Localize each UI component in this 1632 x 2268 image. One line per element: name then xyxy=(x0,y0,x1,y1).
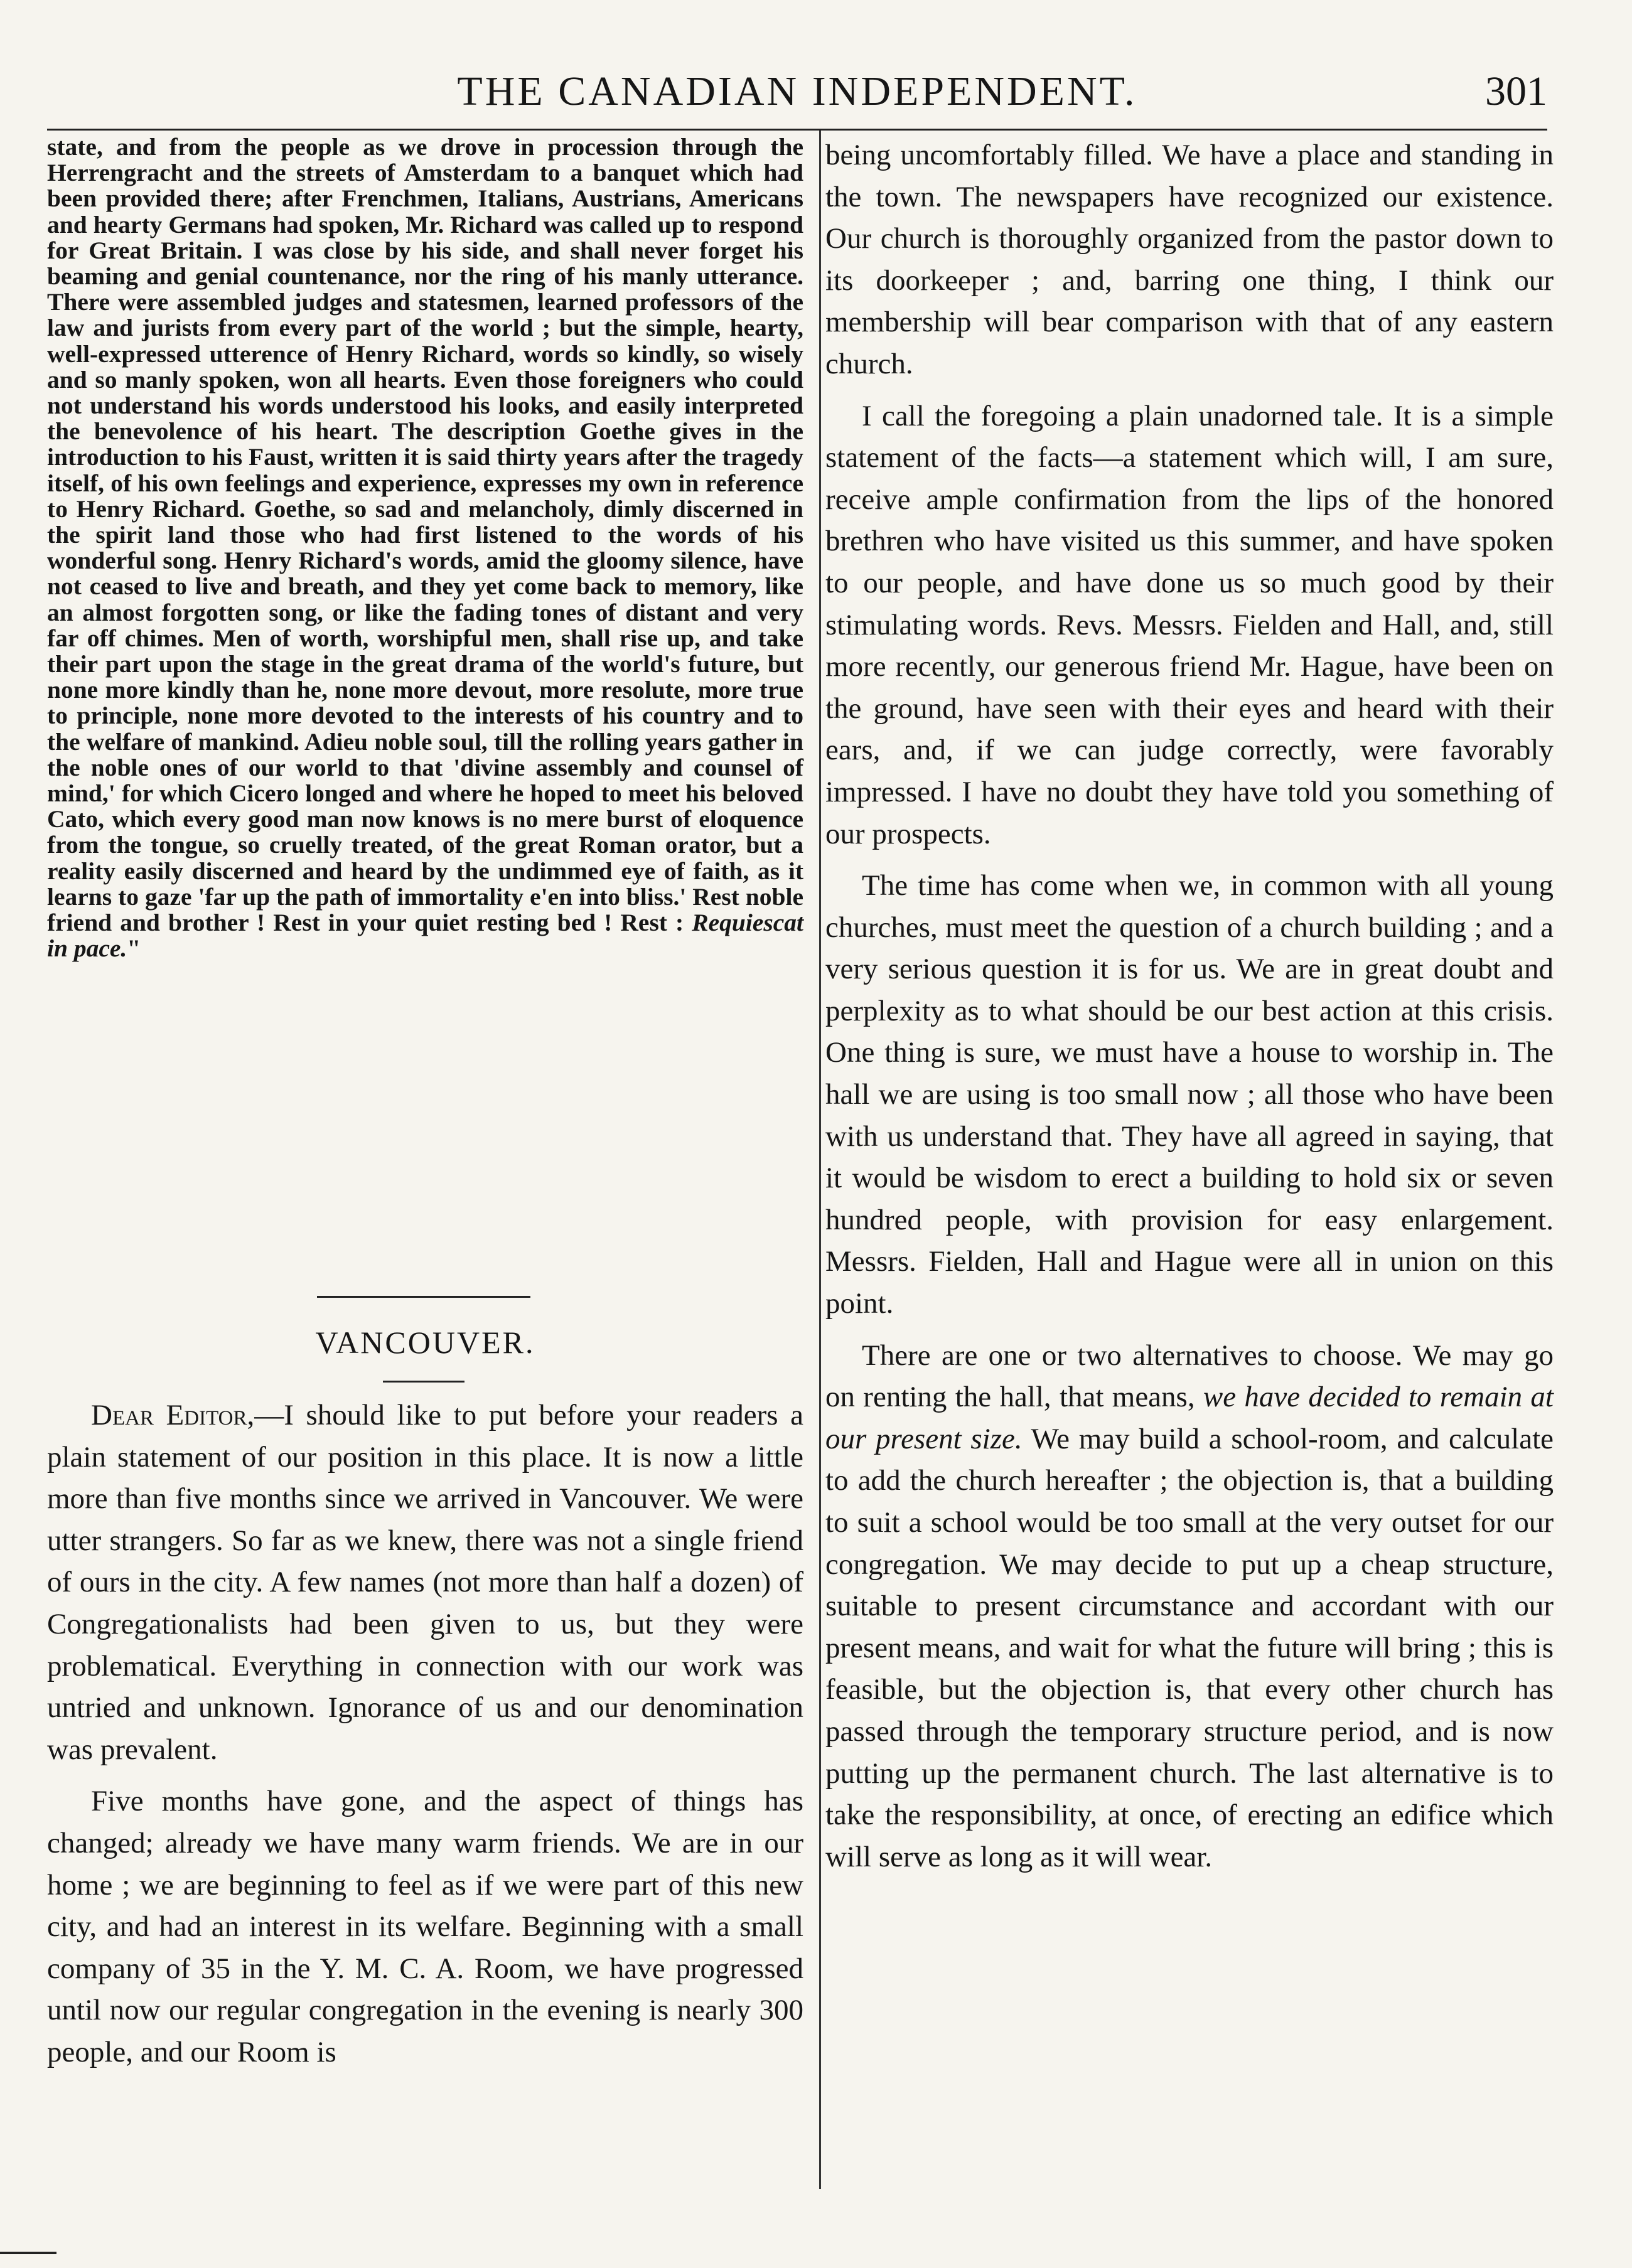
running-header xyxy=(47,63,1547,132)
continued-paragraph: being uncomfortably filled. We have a place and standing in the town. The newspapers have recognized our existence. Our church is thoroughly organized from the pastor down to its doorkeeper ; and, barring one thing, I think our membership will bear comparison with that of any eastern church. xyxy=(825,139,1554,380)
closing-phrase: Requiescat in pace. xyxy=(47,909,804,963)
letter-paragraph: I call the foregoing a plain unadorned tale. It is a simple statement of the facts—a statement which will, I am sure, receive ample confirmation from the lips of the honored brethren who have visited us this summer, and have spoken to our people, and have done us so much good by their stimulating words. Revs. Messrs. Fielden and Hall, and, still more recently, our generous friend Mr. Hague, have been on the ground, have seen with their eyes and heard with their ears, and, if we can judge correctly, were favorably impressed. I have no doubt they have told you something of our prospects. xyxy=(825,399,1554,850)
letter-paragraph xyxy=(825,1335,1554,1878)
paragraph-text: We may build a school-room, and calculate to add the church hereafter ; the objection is, that a building to suit a school would be too small at the very outset for our congregation. We may decide to put up a cheap structure, suitable to present circumstance and accordant with our present means, and wait for what the future will bring ; this is feasible, but the objection is, that every other church has passed through the temporary structure period, and is now putting up the permanent church. The last alternative is to take the responsibility, at once, of erecting an edifice which will serve as long as it will wear. xyxy=(825,1422,1554,1873)
previous-article-ending xyxy=(47,134,803,962)
page-number: 301 xyxy=(1485,68,1547,114)
section-separator-rule xyxy=(317,1296,530,1298)
title-underline-rule xyxy=(383,1381,464,1383)
vancouver-letter-right xyxy=(825,134,1554,1878)
paragraph-text: There are one or two alternatives to choose. We may go on renting the hall, that means, xyxy=(825,1339,1554,1414)
page-edge-mark xyxy=(0,2252,56,2254)
letter-paragraph: The time has come when we, in common with all young churches, must meet the question of a church building ; and a very serious question it is for us. We are in great doubt and perplexity as to what should be our best action at this crisis. One thing is sure, we must have a house to worship in. The hall we are using is too small now ; all those who have been with us understand that. They have all agreed in saying, that it would be wisdom to erect a building to hold six or seven hundred people, with provision for easy enlargement. Messrs. Fielden, Hall and Hague were all in union on this point. xyxy=(825,869,1554,1320)
paragraph-text: —I should like to put before your readers a plain statement of our position in this place. It is now a little more than five months since we arrived in Vancouver. We were utter strangers. So far as we knew, there was not a single friend of ours in the city. A few names (not more than half a dozen) of Congregationalists had been given to us, but they were problematical. Everything in connection with our work was untried and unknown. Ignorance of us and our denomination was prevalent. xyxy=(47,1399,803,1766)
header-rule xyxy=(47,129,1547,131)
paragraph-text: state, and from the people as we drove in procession through the Herrengracht and the streets of Amsterdam to a banquet which had been provided there; after Frenchmen, Italians, Austrians, Americans and hearty Germans had spoken, Mr. Richard was called up to respond for Great Britain. I was close by his side, and shall never forget his beaming and genial countenance, nor the ring of his manly utterance. There were assembled judges and statesmen, learned professors of the law and jurists from every part of the world ; but the simple, hearty, well-expressed utterence of Henry Richard, words so kindly, so wisely and so manly spoken, won all hearts. Even those foreigners who could not understand his words understood his looks, and easily interpreted the benevolence of his heart. The description Goethe gives in the introduction to his Faust, written it is said thirty years after the tragedy itself, of his own feelings and experience, expresses my own in reference to Henry Richard. Goethe, so sad and melancholy, dimly discerned in the spirit land those who had first listened to the words of his wonderful song. Henry Richard's words, amid the gloomy silence, have not ceased to live and breath, and they yet come back to memory, like an almost forgotten song, or like the fading tones of distant and very far off chimes. Men of worth, worshipful men, shall rise up, and take their part upon the stage in the great drama of the world's future, but none more kindly than he, none more devout, more resolute, more true to principle, none more devoted to the interests of his country and to the welfare of mankind. Adieu noble soul, till the rolling years gather in the noble ones of our world to that 'divine assembly and counsel of mind,' for which Cicero longed and where he hoped to meet his beloved Cato, which every good man now knows is no mere burst of eloquence from the tongue, so cruelly treated, of the great Roman orator, but a reality easily discerned and heard by the undimmed eye of faith, as it learns to gaze 'far up the path of immortality e'en into bliss.' Rest noble friend and brother ! Rest in your quiet resting bed ! Rest : xyxy=(47,133,803,937)
article-paragraph: state, and from the people as we drove in procession through the Herrengracht and the streets of Amsterdam to a banquet which had been provided there; after Frenchmen, Italians, Austrians, Americans and hearty Germans had spoken, Mr. Richard was called up to respond for Great Britain. I was close by his side, and shall never forget his beaming and genial countenance, nor the ring of his manly utterance. There were assembled judges and statesmen, learned professors of the law and jurists from every part of the world ; but the simple, hearty, well-expressed utterence of Henry Richard, words so kindly, so wisely and so manly spoken, won all hearts. Even those foreigners who could not understand his words understood his looks, and easily interpreted the benevolence of his heart. The description Goethe gives in the introduction to his Faust, written it is said thirty years after the tragedy itself, of his own feelings and experience, expresses my own in reference to Henry Richard. Goethe, so sad and melancholy, dimly discerned in the spirit land those who had first listened to the words of his wonderful song. Henry Richard's words, amid the gloomy silence, have not ceased to live and breath, and they yet come back to memory, like an almost forgotten song, or like the fading tones of distant and very far off chimes. Men of worth, worshipful men, shall rise up, and take their part upon the stage in the great drama of the world's future, but none more kindly than he, none more devout, more resolute, more true to principle, none more devoted to the interests of his country and to the welfare of mankind. Adieu noble soul, till the rolling years gather in the noble ones of our world to that 'divine assembly and counsel of mind,' for which Cicero longed and where he hoped to meet his beloved Cato, which every good man now knows is no mere burst of eloquence from the tongue, so cruelly treated, of the great Roman orator, but a reality easily discerned and heard by the undimmed eye of faith, as it learns to gaze 'far up the path of immortality e'en into bliss.' Rest noble friend and brother ! Rest in your quiet resting bed ! Rest : Requiescat in pace." xyxy=(47,133,804,963)
journal-title: THE CANADIAN INDEPENDENT. xyxy=(457,68,1137,114)
emphasized-phrase: we have decided to remain at our present size. xyxy=(825,1381,1554,1455)
letter-paragraph xyxy=(47,1394,803,1770)
column-divider xyxy=(819,131,821,2189)
vancouver-letter-left xyxy=(47,1394,803,2073)
letter-paragraph: Five months have gone, and the aspect of things has changed; already we have many warm friends. We are in our home ; we are beginning to feel as if we were part of this new city, and had an interest in its welfare. Beginning with a small company of 35 in the Y. M. C. A. Room, we have progressed until now our regular congregation in the evening is nearly 300 people, and our Room is xyxy=(47,1785,803,2068)
salutation: Dear Editor, xyxy=(91,1399,255,1431)
section-title: VANCOUVER. xyxy=(315,1325,535,1360)
